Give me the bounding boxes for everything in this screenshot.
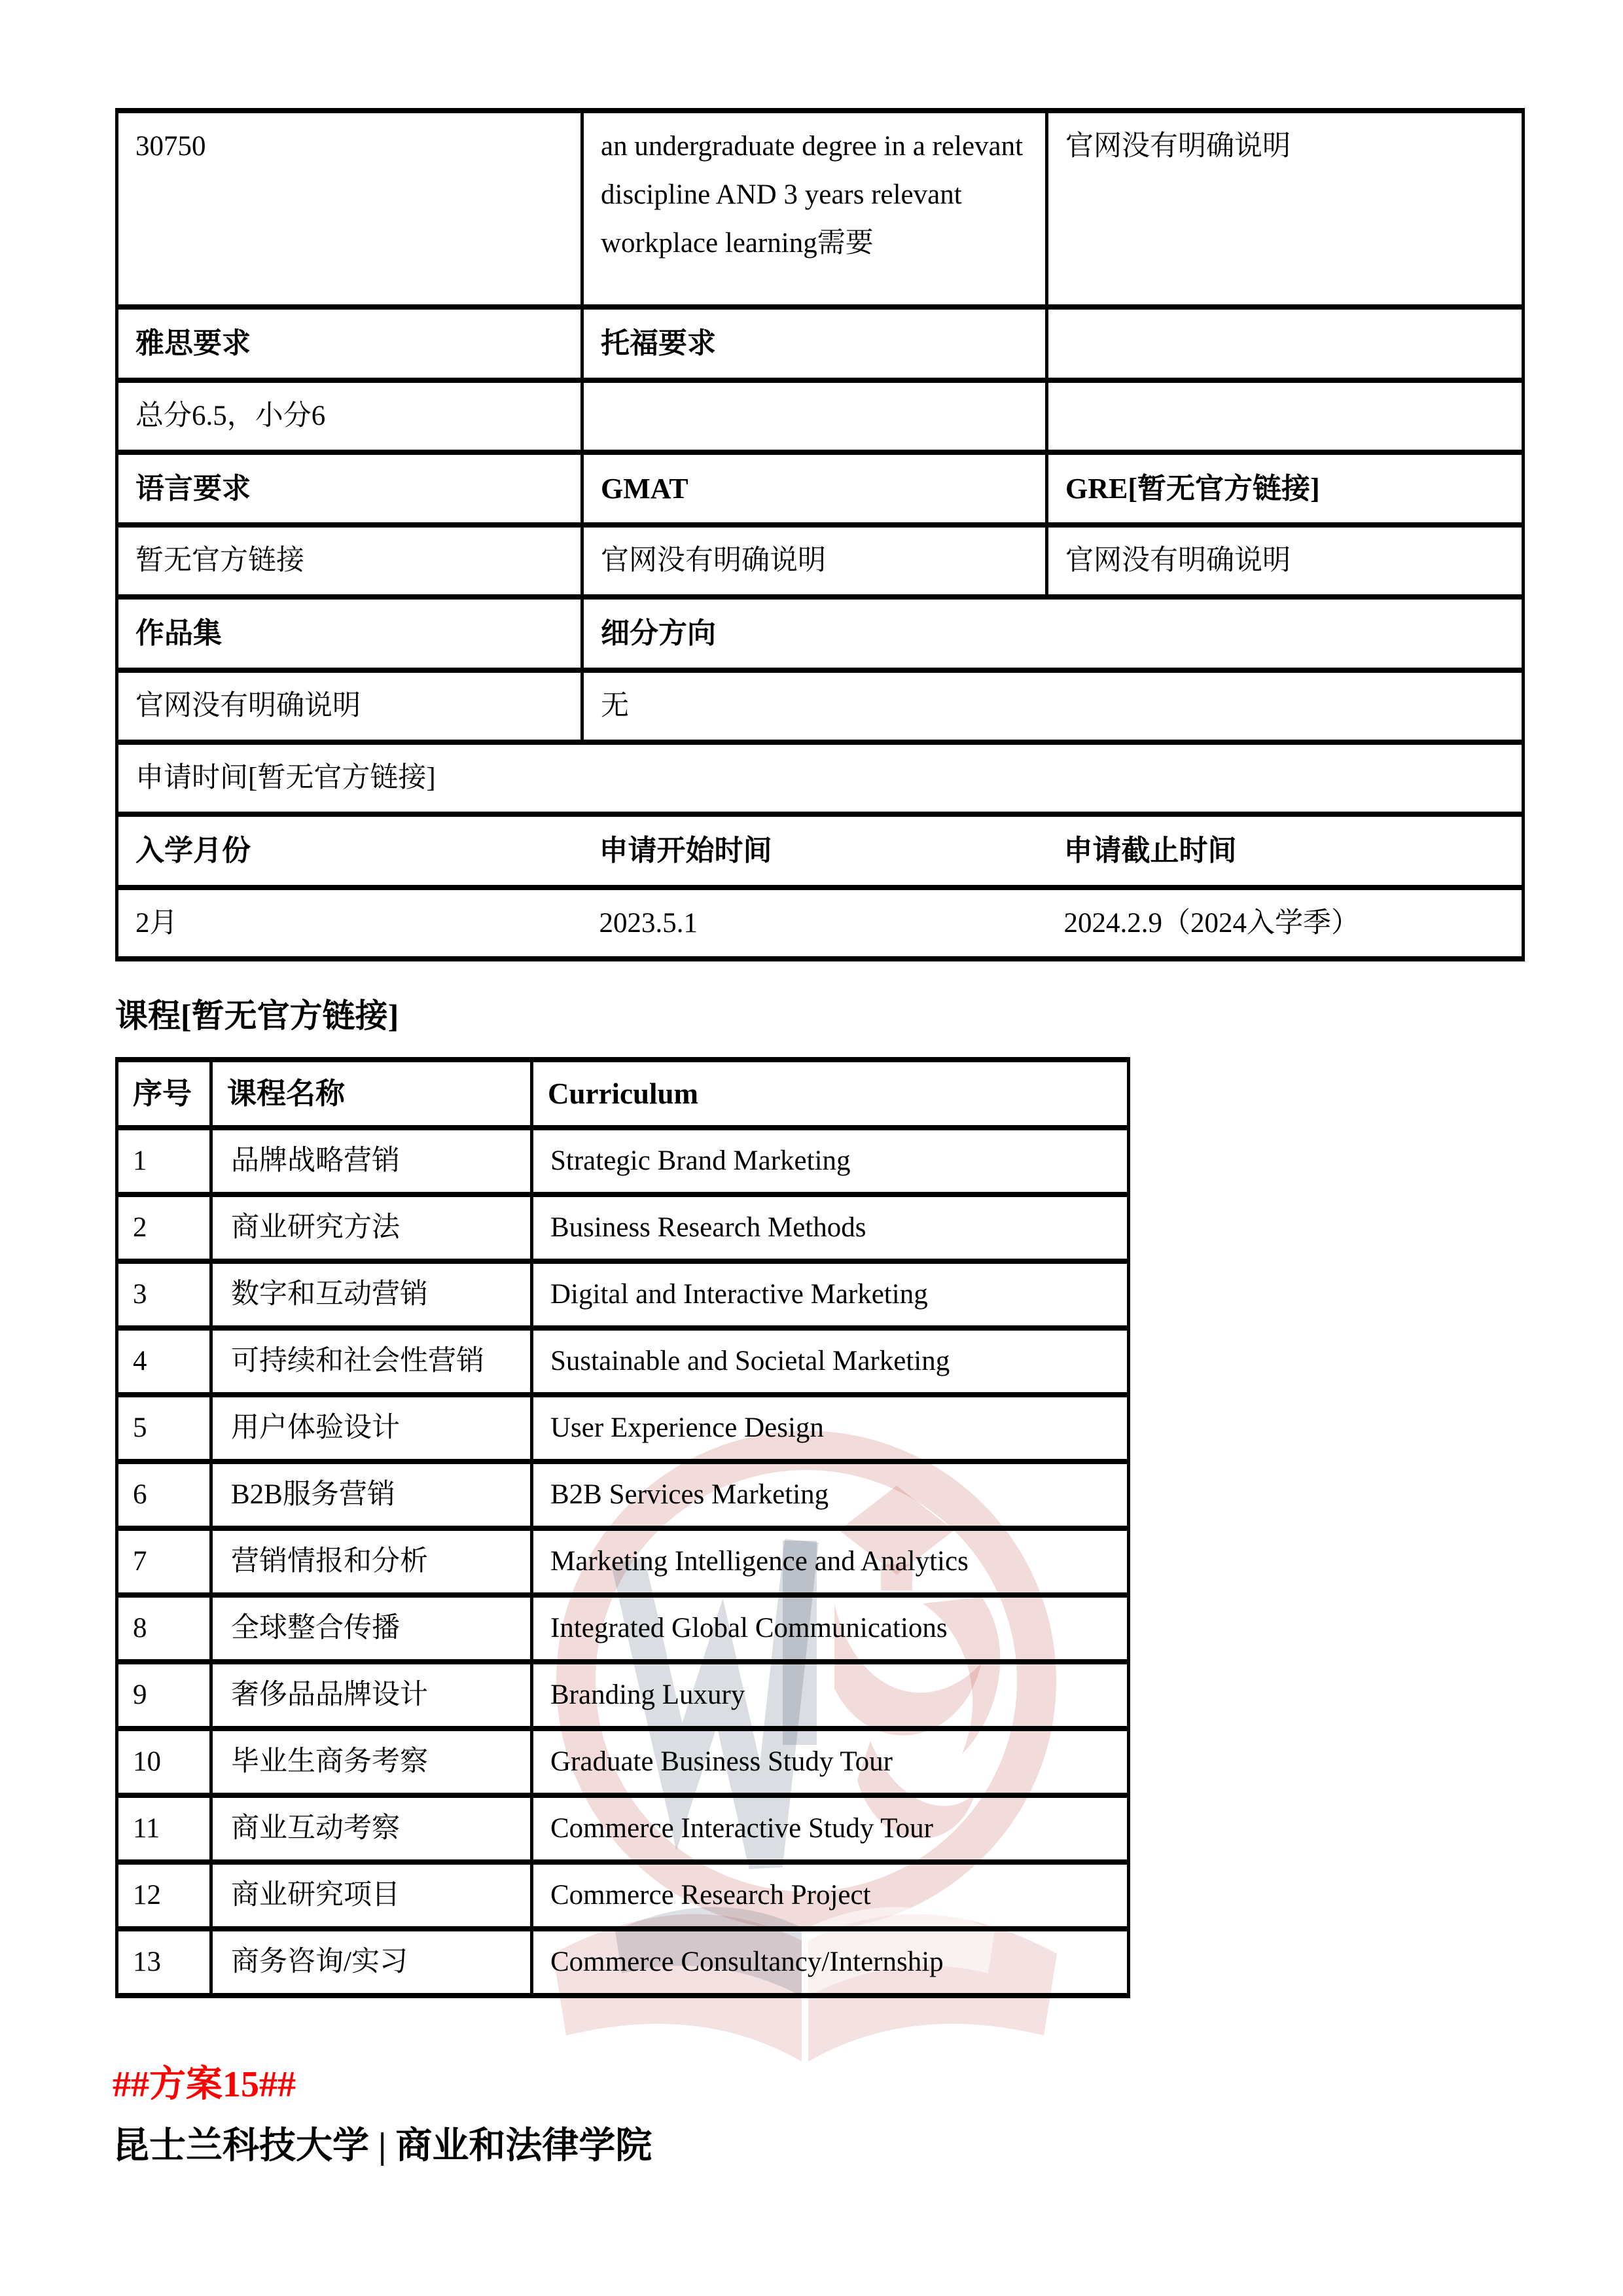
curriculum-section-title: 课程[暂无官方链接]	[115, 997, 399, 1034]
curriculum-row	[117, 1328, 1129, 1395]
course-name-en-cell: Commerce Interactive Study Tour	[532, 1795, 1129, 1862]
course-name-zh-cell: 营销情报和分析	[211, 1528, 532, 1595]
portfolio-header-cell: 作品集	[117, 597, 582, 670]
language-link-cell: 暂无官方链接	[117, 525, 582, 597]
curriculum-row	[117, 1261, 1129, 1328]
course-name-zh-cell: 毕业生商务考察	[211, 1729, 532, 1795]
table-row-portfolio	[117, 670, 1524, 742]
course-name-zh-cell: 商业研究项目	[211, 1862, 532, 1929]
curriculum-row	[117, 1929, 1129, 1996]
table-row-schedule-header	[117, 814, 1524, 888]
apply-time-label-cell: 申请时间[暂无官方链接]	[117, 742, 1524, 814]
curriculum-row	[117, 1395, 1129, 1462]
course-name-en-cell: Commerce Research Project	[532, 1862, 1129, 1929]
col-header-name-zh: 课程名称	[211, 1060, 532, 1128]
course-name-zh-cell: 商业研究方法	[211, 1194, 532, 1261]
empty-cell	[582, 380, 1047, 452]
course-name-en-cell: Digital and Interactive Marketing	[532, 1261, 1129, 1328]
fee-value-cell: 30750	[117, 111, 582, 307]
specialization-header-cell: 细分方向	[582, 597, 1524, 670]
course-number-cell: 5	[117, 1395, 211, 1462]
col-header-no: 序号	[117, 1060, 211, 1128]
course-name-zh-cell: B2B服务营销	[211, 1462, 532, 1528]
curriculum-table	[115, 1057, 1130, 1998]
apply-deadline-header-cell: 申请截止时间	[1047, 814, 1524, 888]
table-row-lang	[117, 525, 1524, 597]
language-header-cell: 语言要求	[117, 452, 582, 526]
plan-number-label: ##方案15##	[113, 2064, 296, 2105]
course-name-en-cell: Commerce Consultancy/Internship	[532, 1929, 1129, 1996]
curriculum-row	[117, 1595, 1129, 1662]
course-number-cell: 11	[117, 1795, 211, 1862]
course-number-cell: 9	[117, 1662, 211, 1729]
curriculum-row	[117, 1194, 1129, 1261]
course-name-zh-cell: 可持续和社会性营销	[211, 1328, 532, 1395]
intake-month-header-cell: 入学月份	[117, 814, 582, 888]
apply-open-cell: 2023.5.1	[582, 888, 1047, 960]
gmat-header-cell: GMAT	[582, 452, 1047, 526]
curriculum-row	[117, 1795, 1129, 1862]
course-name-zh-cell: 奢侈品品牌设计	[211, 1662, 532, 1729]
course-number-cell: 2	[117, 1194, 211, 1261]
table-row-score	[117, 380, 1524, 452]
curriculum-row	[117, 1862, 1129, 1929]
table-row-score-header	[117, 307, 1524, 380]
course-number-cell: 1	[117, 1128, 211, 1194]
course-number-cell: 4	[117, 1328, 211, 1395]
entry-requirement-cell: an undergraduate degree in a relevant discipline AND 3 years relevant workplace learning需要	[582, 111, 1047, 307]
table-row-schedule	[117, 888, 1524, 960]
col-header-name-en: Curriculum	[532, 1060, 1129, 1128]
curriculum-header-row	[117, 1060, 1129, 1128]
curriculum-row	[117, 1528, 1129, 1595]
ielts-score-cell: 总分6.5，小分6	[117, 380, 582, 452]
gre-value-cell: 官网没有明确说明	[1047, 525, 1524, 597]
curriculum-row	[117, 1662, 1129, 1729]
course-number-cell: 7	[117, 1528, 211, 1595]
ielts-header-cell: 雅思要求	[117, 307, 582, 380]
table-row-fee	[117, 111, 1524, 307]
table-row-portfolio-header	[117, 597, 1524, 670]
gmat-value-cell: 官网没有明确说明	[582, 525, 1047, 597]
toefl-header-cell: 托福要求	[582, 307, 1047, 380]
background-requirement-cell: 官网没有明确说明	[1047, 111, 1524, 307]
course-number-cell: 10	[117, 1729, 211, 1795]
course-number-cell: 8	[117, 1595, 211, 1662]
gre-header-cell: GRE[暂无官方链接]	[1047, 452, 1524, 526]
empty-cell	[1047, 307, 1524, 380]
course-name-en-cell: Marketing Intelligence and Analytics	[532, 1528, 1129, 1595]
course-name-en-cell: Branding Luxury	[532, 1662, 1129, 1729]
course-name-en-cell: B2B Services Marketing	[532, 1462, 1129, 1528]
course-name-zh-cell: 商务咨询/实习	[211, 1929, 532, 1996]
course-name-en-cell: Strategic Brand Marketing	[532, 1128, 1129, 1194]
table-row-apply-time	[117, 742, 1524, 814]
course-number-cell: 6	[117, 1462, 211, 1528]
course-name-zh-cell: 商业互动考察	[211, 1795, 532, 1862]
portfolio-value-cell: 官网没有明确说明	[117, 670, 582, 742]
table-row-lang-header	[117, 452, 1524, 526]
course-number-cell: 12	[117, 1862, 211, 1929]
curriculum-row	[117, 1729, 1129, 1795]
course-name-zh-cell: 品牌战略营销	[211, 1128, 532, 1194]
course-name-en-cell: Graduate Business Study Tour	[532, 1729, 1129, 1795]
course-number-cell: 13	[117, 1929, 211, 1996]
specialization-value-cell: 无	[582, 670, 1524, 742]
course-name-en-cell: Business Research Methods	[532, 1194, 1129, 1261]
course-name-en-cell: Integrated Global Communications	[532, 1595, 1129, 1662]
course-name-zh-cell: 全球整合传播	[211, 1595, 532, 1662]
course-name-zh-cell: 用户体验设计	[211, 1395, 532, 1462]
curriculum-row	[117, 1462, 1129, 1528]
course-name-en-cell: User Experience Design	[532, 1395, 1129, 1462]
apply-open-header-cell: 申请开始时间	[582, 814, 1047, 888]
school-name-label: 昆士兰科技大学 | 商业和法律学院	[113, 2126, 652, 2166]
empty-cell	[1047, 380, 1524, 452]
course-name-zh-cell: 数字和互动营销	[211, 1261, 532, 1328]
apply-deadline-cell: 2024.2.9（2024入学季）	[1047, 888, 1524, 960]
intake-month-cell: 2月	[117, 888, 582, 960]
admission-info-table	[115, 108, 1525, 961]
course-name-en-cell: Sustainable and Societal Marketing	[532, 1328, 1129, 1395]
course-number-cell: 3	[117, 1261, 211, 1328]
curriculum-row	[117, 1128, 1129, 1194]
